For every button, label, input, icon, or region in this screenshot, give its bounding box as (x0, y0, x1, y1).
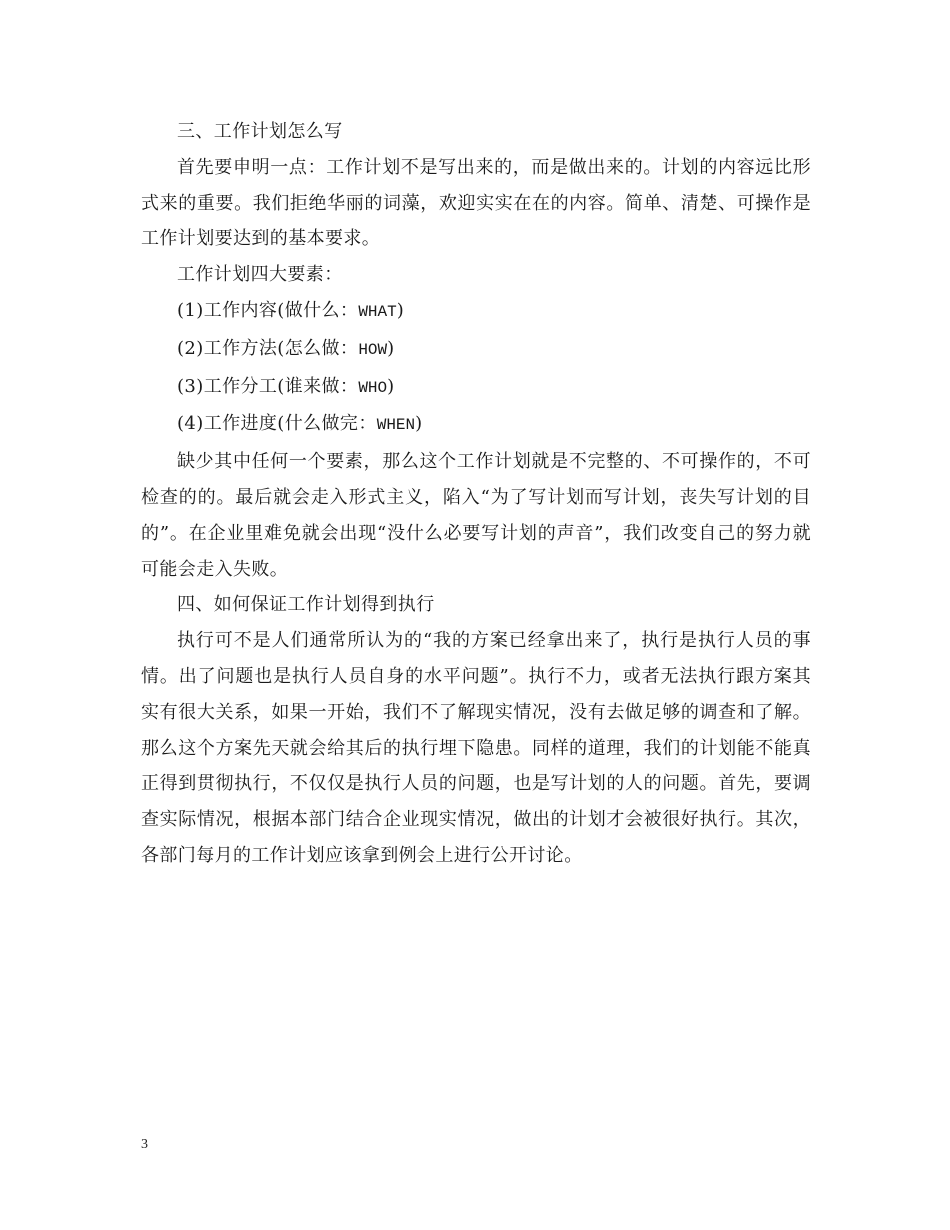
body-paragraph: 执行可不是人们通常所认为的“我的方案已经拿出来了，执行是执行人员的事情。出了问题也是执行人员自身的水平问题”。执行不力，或者无法执行跟方案其实有很大关系，如果一开始，我们不了解现实情况，没有去做足够的调查和了解。那么这个方案先天就会给其后的执行埋下隐患。同样的道理，我们的计划能不能真正得到贯彻执行，不仅仅是执行人员的问题，也是写计划的人的问题。首先，要调查实际情况，根据本部门结合企业现实情况，做出的计划才会被很好执行。其次，各部门每月的工作计划应该拿到例会上进行公开讨论。 (141, 630, 811, 866)
latin-term: WHEN (376, 416, 416, 435)
body-paragraph: 缺少其中任何一个要素，那么这个工作计划就是不完整的、不可操作的，不可检查的的。最后就会走入形式主义，陷入“为了写计划而写计划，丧失写计划的目的”。在企业里难免就会出现“没什么必要写计划的声音”，我们改变自己的努力就可能会走入失败。 (141, 451, 811, 580)
body-paragraph: 首先要申明一点：工作计划不是写出来的，而是做出来的。计划的内容远比形式来的重要。我们拒绝华丽的词藻，欢迎实实在在的内容。简单、清楚、可操作是工作计划要达到的基本要求。 (141, 156, 811, 250)
list-item-3: (3)工作分工(谁来做：WHO) (177, 375, 395, 397)
latin-term: WHAT (358, 302, 397, 321)
list-item-2: (2)工作方法(怎么做：HOW) (177, 337, 395, 359)
list-item-1: (1)工作内容(做什么：WHAT) (177, 299, 405, 321)
document-body (141, 114, 811, 874)
latin-term: WHO (358, 378, 388, 397)
list-item-4: (4)工作进度(什么做完：WHEN) (177, 413, 423, 435)
page-number: 3 (141, 1137, 148, 1152)
section-heading-3: 三、工作计划怎么写 (177, 121, 343, 142)
list-intro: 工作计划四大要素： (177, 264, 343, 286)
latin-term: HOW (358, 340, 388, 359)
section-heading-4: 四、如何保证工作计划得到执行 (177, 594, 435, 616)
